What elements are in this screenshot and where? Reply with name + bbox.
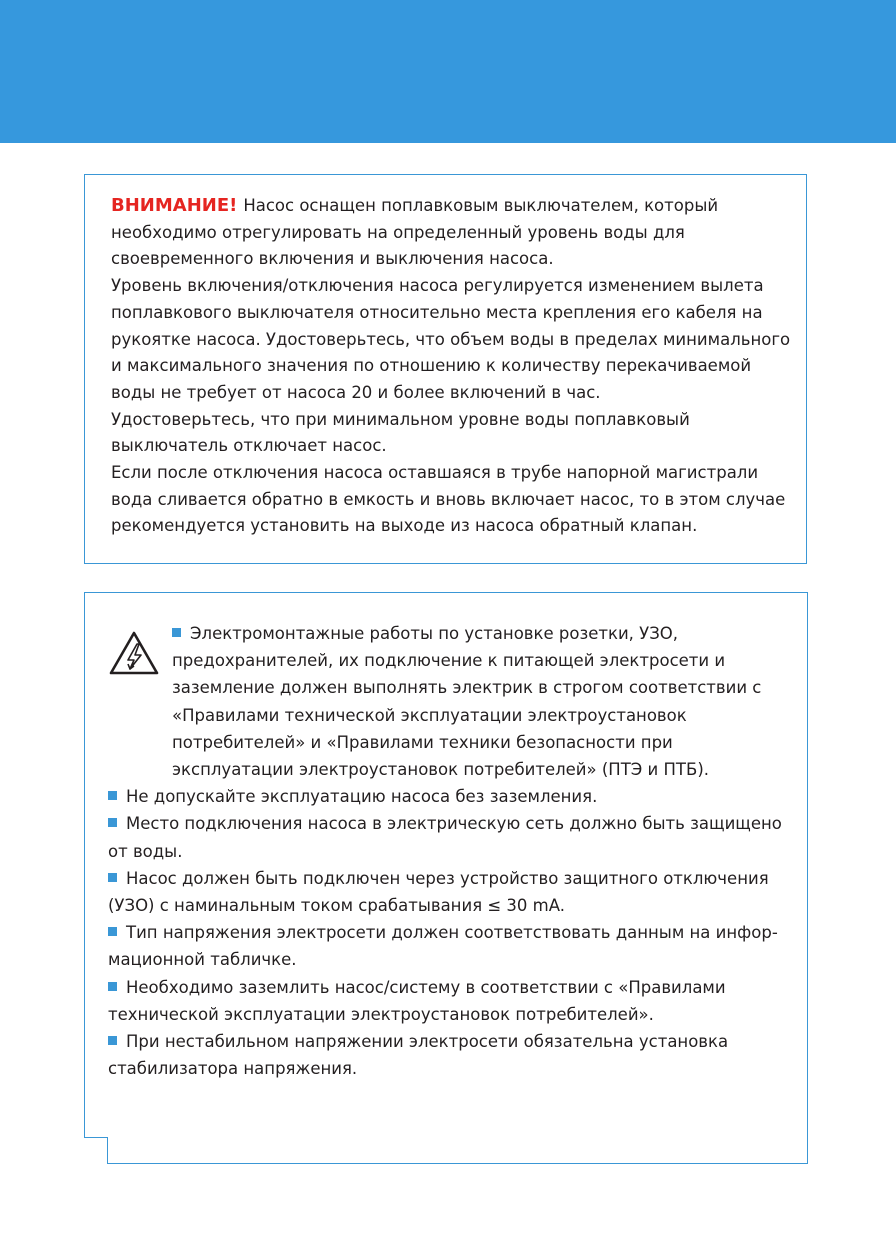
- attention-text: [111, 193, 791, 540]
- list-item: Не допускайте эксплуатацию насоса без заземления.: [108, 783, 798, 810]
- attention-box: [84, 174, 807, 564]
- attention-paragraph: Удостоверьтесь, что при минимальном уровне воды поплавковый выключатель отключает насос.: [111, 409, 690, 456]
- list-item: При нестабильном напряжении электросети обязательна установка стабилизатора напряжения.: [108, 1032, 729, 1079]
- bullet-icon: [108, 791, 117, 800]
- safety-text: [108, 620, 798, 1082]
- bullet-icon: [108, 818, 117, 827]
- bullet-icon: [108, 1036, 117, 1045]
- list-item: Электромонтажные работы по установке розетки, УЗО, предохранителей, их подключение к питающей электросети и заземление должен выполнять электрик в строгом соответствии с «Правилами технической эксплуатации электроустановок потребителей» и «Правилами техники безопасности при эксплуатации электроустановок потребителей» (ПТЭ и ПТБ).: [108, 620, 798, 783]
- electric-hazard-icon: [108, 630, 160, 676]
- list-item: Необходимо заземлить насос/систему в соответствии с «Правилами технической эксплуатации электроустановок потребителей».: [108, 977, 726, 1024]
- bullet-icon: [108, 873, 117, 882]
- attention-paragraph: ВНИМАНИЕ! Насос оснащен поплавковым выключателем, который необходимо отрегулировать на определенный уровень воды для своевременного включения и выключения насоса.: [111, 195, 719, 269]
- frame-bottom: [107, 1163, 808, 1164]
- attention-paragraph: Уровень включения/отключения насоса регулируется изменением вылета поплавкового выключателя относительно места крепления его кабеля на рукоятке насоса. Удостоверьтесь, что объем воды в пределах минимального и максимального значения по отношению к количеству перекачиваемой воды не требует от насоса 20 и более включений в час.: [111, 276, 791, 402]
- list-item: Тип напряжения электросети должен соответствовать данным на инфор-мационной табличке.: [108, 923, 778, 970]
- safety-box: [84, 592, 808, 1164]
- bullet-icon: [108, 982, 117, 991]
- list-item: Место подключения насоса в электрическую сеть должно быть защищено от воды.: [108, 814, 782, 861]
- attention-label: ВНИМАНИЕ!: [111, 195, 238, 216]
- header-band: [0, 0, 896, 143]
- frame-left: [84, 592, 85, 1138]
- frame-right: [807, 592, 808, 1164]
- list-item: Насос должен быть подключен через устройство защитного отключения (УЗО) с наминальным током срабатывания ≤ 30 mA.: [108, 868, 769, 916]
- frame-tab-vertical: [107, 1137, 108, 1164]
- frame-top: [84, 592, 808, 593]
- attention-paragraph: Если после отключения насоса оставшаяся в трубе напорной магистрали вода сливается обратно в емкость и вновь включает насос, то в этом случае рекомендуется установить на выходе из насоса обратный клапан.: [111, 463, 786, 536]
- frame-tab: [84, 1137, 108, 1138]
- bullet-icon: [108, 927, 117, 936]
- bullet-icon: [172, 628, 181, 637]
